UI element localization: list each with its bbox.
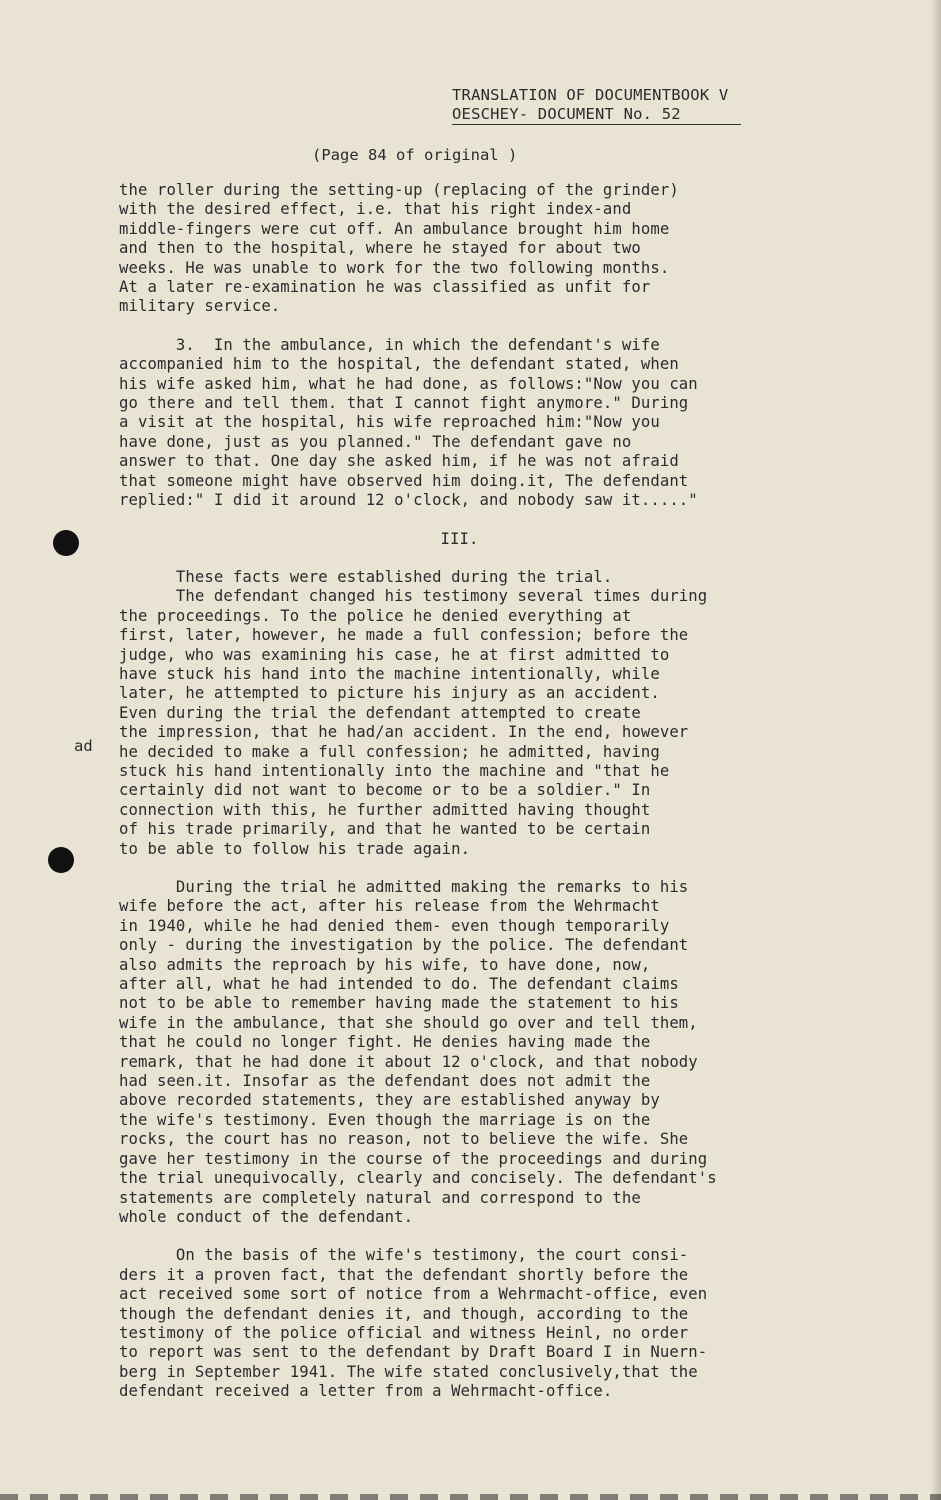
text-line: On the basis of the wife's testimony, the court consi- <box>119 1246 689 1265</box>
text-line: judge, who was examining his case, he at first admitted to <box>119 645 670 664</box>
text-line: had seen.it. Insofar as the defendant does not admit the <box>119 1072 651 1091</box>
text-line: Even during the trial the defendant attempted to create <box>119 703 641 722</box>
paragraph <box>119 568 854 859</box>
text-line: first, later, however, he made a full confession; before the <box>119 626 689 645</box>
paragraph <box>119 1246 854 1401</box>
document-header <box>452 86 812 125</box>
text-line: have stuck his hand into the machine intentionally, while <box>119 664 660 683</box>
text-line: only - during the investigation by the police. The defendant <box>119 936 689 955</box>
text-line: that someone might have observed him doing.it, The defendant <box>119 471 689 490</box>
text-line: military service. <box>119 297 281 316</box>
text-line: of his trade primarily, and that he wanted to be certain <box>119 820 651 839</box>
text-line: accompanied him to the hospital, the defendant stated, when <box>119 355 679 374</box>
text-line: in 1940, while he had denied them- even though temporarily <box>119 916 670 935</box>
text-line: the proceedings. To the police he denied everything at <box>119 606 632 625</box>
text-line: and then to the hospital, where he stayed for about two <box>119 239 641 258</box>
text-line: the roller during the setting-up (replacing of the grinder) <box>119 181 679 199</box>
paragraph-gap <box>119 1227 854 1246</box>
text-line: wife in the ambulance, that she should go over and tell them, <box>119 1013 698 1032</box>
paragraph-gap <box>119 317 854 336</box>
text-line: with the desired effect, i.e. that his right index-and <box>119 200 632 219</box>
paragraph <box>119 336 854 511</box>
text-line: 3. In the ambulance, in which the defendant's wife <box>119 335 660 354</box>
text-line: middle-fingers were cut off. An ambulance brought him home <box>119 219 670 238</box>
punch-hole-bottom <box>48 847 74 873</box>
text-line: berg in September 1941. The wife stated conclusively,that the <box>119 1362 698 1381</box>
header-document-number: OESCHEY- DOCUMENT No. 52 <box>452 105 741 125</box>
paragraph <box>119 181 854 317</box>
text-line: also admits the reproach by his wife, to have done, now, <box>119 955 651 974</box>
text-line: The defendant changed his testimony several times during <box>119 587 708 606</box>
header-title: TRANSLATION OF DOCUMENTBOOK V <box>452 86 729 104</box>
text-line: whole conduct of the defendant. <box>119 1207 414 1226</box>
text-line: ders it a proven fact, that the defendant shortly before the <box>119 1265 689 1284</box>
text-line: after all, what he had intended to do. The defendant claims <box>119 975 679 994</box>
page-edge-shadow <box>931 0 941 1500</box>
text-line: rocks, the court has no reason, not to believe the wife. She <box>119 1130 689 1149</box>
text-line: the trial unequivocally, clearly and concisely. The defendant's <box>119 1169 717 1188</box>
paragraph-gap <box>119 511 854 530</box>
text-line: act received some sort of notice from a Wehrmacht-office, even <box>119 1285 708 1304</box>
text-line: his wife asked him, what he had done, as follows:"Now you can <box>119 374 698 393</box>
text-line: to report was sent to the defendant by Draft Board I in Nuern- <box>119 1343 708 1362</box>
page-reference: (Page 84 of original ) <box>312 146 518 164</box>
text-line: replied:" I did it around 12 o'clock, and nobody saw it....." <box>119 491 698 510</box>
text-line: though the defendant denies it, and though, according to the <box>119 1304 689 1323</box>
text-line: stuck his hand intentionally into the machine and "that he <box>119 761 670 780</box>
text-line: remark, that he had done it about 12 o'clock, and that nobody <box>119 1052 698 1071</box>
text-line: certainly did not want to become or to be a soldier." In <box>119 781 651 800</box>
text-line: later, he attempted to picture his injury as an accident. <box>119 684 660 703</box>
text-line: III. <box>440 529 479 548</box>
text-line: wife before the act, after his release from the Wehrmacht <box>119 897 660 916</box>
bottom-edge-marks <box>0 1494 941 1500</box>
text-line: to be able to follow his trade again. <box>119 839 471 858</box>
text-line: At a later re-examination he was classified as unfit for <box>119 278 651 297</box>
text-line: not to be able to remember having made the statement to his <box>119 994 679 1013</box>
text-line: weeks. He was unable to work for the two following months. <box>119 258 670 277</box>
margin-annotation: ad <box>74 737 93 755</box>
text-line: gave her testimony in the course of the proceedings and during <box>119 1149 708 1168</box>
section-heading <box>119 530 854 549</box>
text-line: connection with this, he further admitted having thought <box>119 800 651 819</box>
paragraph-gap <box>119 859 854 878</box>
text-line: go there and tell them. that I cannot fight anymore." During <box>119 394 689 413</box>
punch-hole-top <box>53 530 79 556</box>
text-line: answer to that. One day she asked him, if he was not afraid <box>119 452 679 471</box>
text-line: the impression, that he had/an accident. In the end, however <box>119 723 689 742</box>
text-line: defendant received a letter from a Wehrmacht-office. <box>119 1382 613 1401</box>
text-line: a visit at the hospital, his wife reproached him:"Now you <box>119 413 660 432</box>
text-line: the wife's testimony. Even though the marriage is on the <box>119 1110 651 1129</box>
text-line: have done, just as you planned." The defendant gave no <box>119 432 632 451</box>
paragraph <box>119 878 854 1227</box>
text-line: These facts were established during the trial. <box>119 567 613 586</box>
text-line: that he could no longer fight. He denies having made the <box>119 1033 651 1052</box>
text-line: above recorded statements, they are established anyway by <box>119 1091 660 1110</box>
text-line: testimony of the police official and witness Heinl, no order <box>119 1323 689 1342</box>
text-line: During the trial he admitted making the remarks to his <box>119 878 689 896</box>
document-body <box>119 181 854 1402</box>
text-line: he decided to make a full confession; he admitted, having <box>119 742 660 761</box>
text-line: statements are completely natural and correspond to the <box>119 1188 641 1207</box>
paragraph-gap <box>119 549 854 568</box>
